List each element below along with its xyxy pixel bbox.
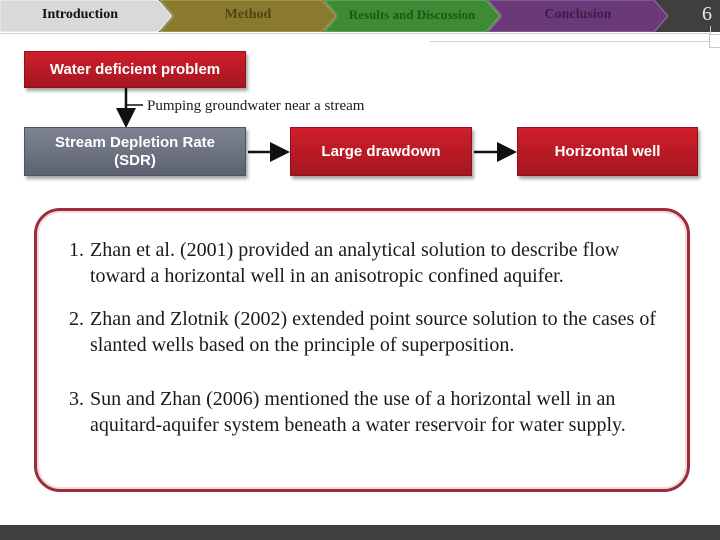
nav-tab-label: Method (224, 7, 272, 22)
reference-item (69, 237, 669, 289)
nav-tab-label: Conclusion (544, 7, 612, 22)
sdr-box: Stream Depletion Rate (SDR) (24, 127, 246, 176)
references-panel (34, 208, 690, 492)
reference-text: Zhan and Zlotnik (2002) extended point source solution to the cases of slanted wells based on the principle of superposition. (90, 308, 656, 356)
reference-number: 2. (69, 308, 84, 330)
reference-item (69, 386, 669, 438)
reference-number: 1. (69, 239, 84, 261)
water-deficient-box: Water deficient problem (24, 51, 246, 88)
drawdown-box: Large drawdown (290, 127, 472, 176)
page-number: 6 (702, 3, 712, 25)
bottom-bar (0, 525, 720, 540)
nav-tab-label: Results and Discussion (348, 7, 476, 22)
nav-tab-label: Introduction (42, 7, 118, 22)
pumping-label: Pumping groundwater near a stream (147, 98, 365, 114)
horizontal-well-box: Horizontal well (517, 127, 698, 176)
reference-number: 3. (69, 388, 84, 410)
reference-item (69, 306, 669, 358)
reference-text: Zhan et al. (2001) provided an analytical solution to describe flow toward a horizontal well in an anisotropic confined aquifer. (90, 239, 620, 287)
reference-text: Sun and Zhan (2006) mentioned the use of a horizontal well in an aquitard-aquifer system beneath a water reservoir for water supply. (90, 388, 626, 436)
